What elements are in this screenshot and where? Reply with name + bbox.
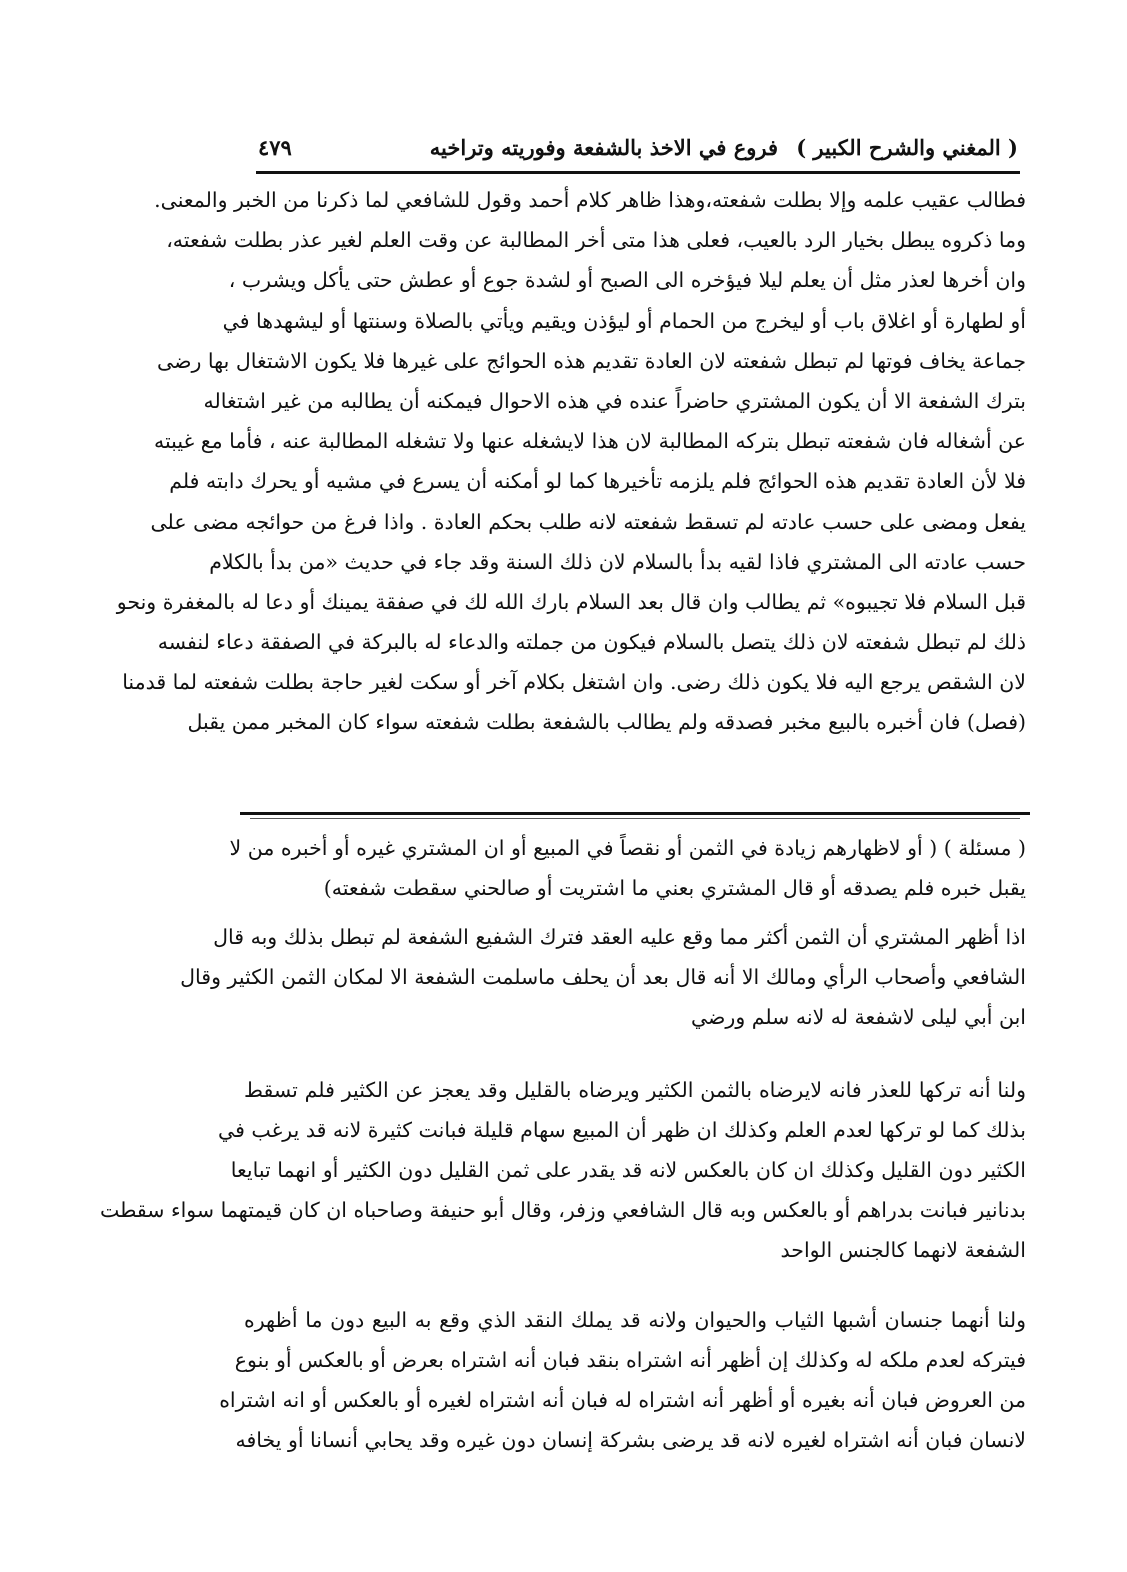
text-line: فلا لأن العادة تقديم هذه الحوائج فلم يلزمه تأخيرها كما لو أمكنه أن يسرع في مشيه أو يحرك دابته فلم [169, 469, 1026, 494]
text-line: ( مسئلة ) ( أو لاظهارهم زيادة في الثمن أو نقصاً في المبيع أو ان المشتري غيره أو أخبره من لا [229, 836, 1026, 860]
text-line: يفعل ومضى على حسب عادته لم تسقط شفعته لانه طلب بحكم العادة . واذا فرغ من حوائجه مضى على [150, 509, 1026, 534]
running-section-title: فروع في الاخذ بالشفعة وفوريته وتراخيه [429, 135, 778, 160]
text-line: بدنانير فبانت بدراهم أو بالعكس وبه قال الشافعي وزفر، وقال أبو حنيفة وصاحباه ان كان قيمتهما سواء سقطت [99, 1198, 1026, 1222]
text-line: يقبل خبره فلم يصدقه أو قال المشتري بعني ما اشتريت أو صالحني سقطت شفعته) [323, 876, 1026, 900]
header-rule [256, 171, 1020, 174]
masala-heading [229, 828, 1026, 908]
text-line: الكثير دون القليل وكذلك ان كان بالعكس لانه قد يقدر على ثمن القليل دون الكثير أو انهما تبايعا [230, 1158, 1026, 1182]
running-book-title: ( المغني والشرح الكبير ) [796, 135, 1018, 160]
text-line: الشفعة لانهما كالجنس الواحد [780, 1238, 1026, 1262]
commentary-block [116, 180, 1026, 743]
paragraph-1 [180, 917, 1026, 1037]
text-line: ذلك لم تبطل شفعته لان ذلك يتصل بالسلام فيكون من جملته والدعاء له بالبركة في الصفقة دعاء لنفسه [157, 630, 1026, 655]
paragraph-3 [219, 1300, 1026, 1460]
text-line: فيتركه لعدم ملكه له وكذلك إن أظهر أنه اشتراه بنقد فبان أنه اشتراه بعرض أو بالعكس أو بنوع [234, 1348, 1026, 1372]
text-line: الشافعي وأصحاب الرأي ومالك الا أنه قال بعد أن يحلف ماسلمت الشفعة الا لمكان الثمن الكثير وقال [180, 965, 1026, 989]
text-line: جماعة يخاف فوتها لم تبطل شفعته لان العادة تقديم هذه الحوائج على غيرها فلا يكون الاشتغال بها رضى [157, 348, 1026, 373]
text-line: اذا أظهر المشتري أن الثمن أكثر مما وقع عليه العقد فترك الشفيع الشفعة لم تبطل بذلك وبه قال [213, 925, 1026, 949]
text-line: فطالب عقيب علمه وإلا بطلت شفعته،وهذا ظاهر كلام أحمد وقول للشافعي لما ذكرنا من الخبر والمعنى. [154, 188, 1026, 212]
text-line: ولنا أنهما جنسان أشبها الثياب والحيوان ولانه قد يملك النقد الذي وقع به البيع دون ما أظهره [244, 1308, 1026, 1332]
page-header [258, 128, 1018, 168]
text-line: بذلك كما لو تركها لعدم العلم وكذلك ان ظهر أن المبيع سهام قليلة فبانت كثيرة لانه قد يرغب في [218, 1118, 1026, 1142]
text-line: قبل السلام فلا تجيبوه» ثم يطالب وان قال بعد السلام بارك الله لك في صفقة يمينك أو دعا له بالمغفرة ونحو [116, 589, 1026, 614]
text-line: (فصل) فان أخبره بالبيع مخبر فصدقه ولم يطالب بالشفعة بطلت شفعته سواء كان المخبر ممن يقبل [187, 710, 1026, 735]
text-line: أو لطهارة أو اغلاق باب أو ليخرج من الحمام أو ليؤذن ويقيم ويأتي بالصلاة وسنتها أو ليشهدها في [222, 308, 1026, 333]
text-line: لانسان فبان أنه اشتراه لغيره لانه قد يرضى بشركة إنسان دون غيره وقد يحابي أنسانا أو يخافه [235, 1428, 1026, 1452]
section-divider-thin [250, 818, 1020, 819]
text-line: بترك الشفعة الا أن يكون المشتري حاضراً عنده في هذه الاحوال فيمكنه أن يطالبه من غير اشتغاله [203, 388, 1026, 413]
page-number: ٤٧٩ [258, 135, 292, 160]
text-line: ولنا أنه تركها للعذر فانه لايرضاه بالثمن الكثير ويرضاه بالقليل وقد يعجز عن الكثير فلم تسقط [244, 1078, 1026, 1102]
section-divider [240, 812, 1030, 815]
text-line: ابن أبي ليلى لاشفعة له لانه سلم ورضي [690, 1005, 1026, 1029]
paragraph-2 [99, 1070, 1026, 1270]
text-line: وان أخرها لعذر مثل أن يعلم ليلا فيؤخره الى الصبح أو لشدة جوع أو عطش حتى يأكل ويشرب ، [228, 268, 1026, 293]
text-line: وما ذكروه يبطل بخيار الرد بالعيب، فعلى هذا متى أخر المطالبة عن وقت العلم لغير عذر بطلت شفعته، [166, 228, 1026, 253]
text-line: لان الشقص يرجع اليه فلا يكون ذلك رضى. وان اشتغل بكلام آخر أو سكت لغير حاجة بطلت شفعته لما قدمنا [122, 670, 1026, 695]
text-line: عن أشغاله فان شفعته تبطل بتركه المطالبة لان هذا لايشغله عنها ولا تشغله المطالبة عنه ، فأما مع غيبته [153, 429, 1026, 454]
text-line: حسب عادته الى المشتري فاذا لقيه بدأ بالسلام لان ذلك السنة وقد جاء في حديث «من بدأ بالكلام [209, 549, 1026, 574]
text-line: من العروض فبان أنه بغيره أو أظهر أنه اشتراه له فبان أنه اشتراه لغيره أو بالعكس أو انه اشتراه [219, 1388, 1026, 1412]
